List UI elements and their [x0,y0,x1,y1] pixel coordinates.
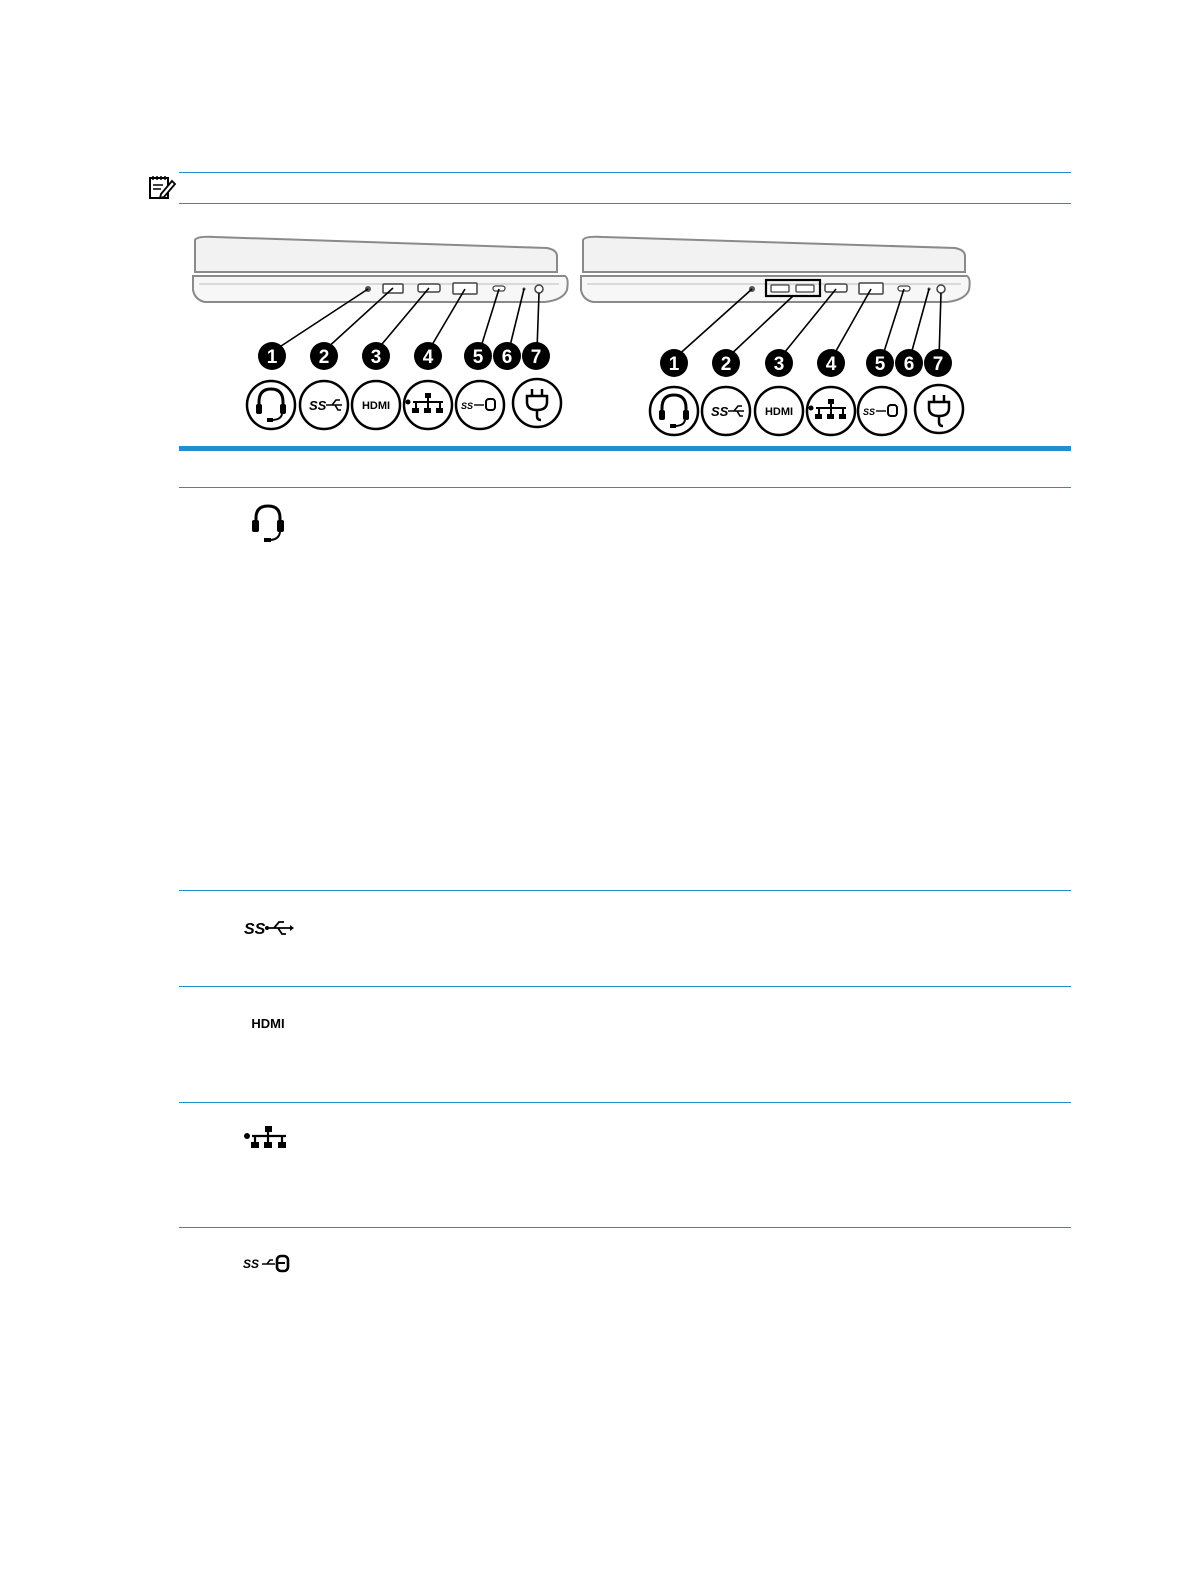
callout-right-1 [660,349,688,377]
callout-right-7 [924,349,952,377]
callout-right-5 [866,349,894,377]
usb-superspeed-icon [702,387,750,435]
table-row-divider [179,487,1071,488]
svg-text:7: 7 [530,347,542,368]
svg-text:1: 1 [266,347,278,368]
usb-superspeed-icon [240,906,296,950]
laptop-right-view-b [581,237,970,358]
usb-superspeed-icon [300,381,348,429]
power-plug-icon [513,379,561,427]
svg-text:4: 4 [825,354,837,375]
svg-text:SS: SS [863,407,876,417]
table-row-divider [179,1227,1071,1228]
power-plug-icon [915,385,963,433]
svg-text:SS: SS [243,1257,260,1271]
left-side-figure [185,232,975,442]
svg-text:3: 3 [773,354,785,375]
svg-text:HDMI: HDMI [361,400,391,412]
svg-text:5: 5 [874,354,886,375]
callout-left-7 [522,342,550,370]
usb-displayport-icon [240,1242,296,1286]
svg-text:1: 1 [668,354,680,375]
callout-right-4 [817,349,845,377]
usb-displayport-icon [456,381,504,429]
callout-left-2 [310,342,338,370]
svg-text:2: 2 [720,354,732,375]
svg-text:2: 2 [318,347,330,368]
svg-text:7: 7 [932,354,944,375]
network-rj45-icon [807,387,855,435]
callout-left-1 [258,342,286,370]
svg-text:SS: SS [244,921,266,938]
svg-text:SS: SS [309,398,327,413]
svg-text:5: 5 [472,347,484,368]
hdmi-icon [352,381,400,429]
hdmi-icon [240,1000,296,1044]
table-row-divider [179,890,1071,891]
svg-text:6: 6 [903,354,915,375]
laptop-left-view-a [193,237,568,350]
svg-text:4: 4 [422,347,434,368]
note-top-rule [179,172,1071,173]
callout-left-4 [414,342,442,370]
headset-icon [240,500,296,544]
note-bottom-rule [179,203,1071,204]
callout-right-3 [765,349,793,377]
svg-text:HDMI: HDMI [764,406,794,418]
svg-text:HDMI: HDMI [251,1016,285,1031]
network-rj45-icon [240,1116,296,1160]
note-icon [148,174,176,200]
svg-text:SS: SS [461,401,474,411]
svg-text:SS: SS [711,404,729,419]
svg-text:6: 6 [501,347,513,368]
callout-right-2 [712,349,740,377]
table-row-divider [179,986,1071,987]
headset-icon [650,387,698,435]
svg-text:3: 3 [370,347,382,368]
headset-icon [247,381,295,429]
network-rj45-icon [404,381,452,429]
callout-left-3 [362,342,390,370]
callout-left-5 [464,342,492,370]
table-header-rule [179,446,1071,451]
callout-right-6 [895,349,923,377]
hdmi-icon [755,387,803,435]
callout-left-6 [493,342,521,370]
usb-displayport-icon [858,387,906,435]
table-row-divider [179,1102,1071,1103]
